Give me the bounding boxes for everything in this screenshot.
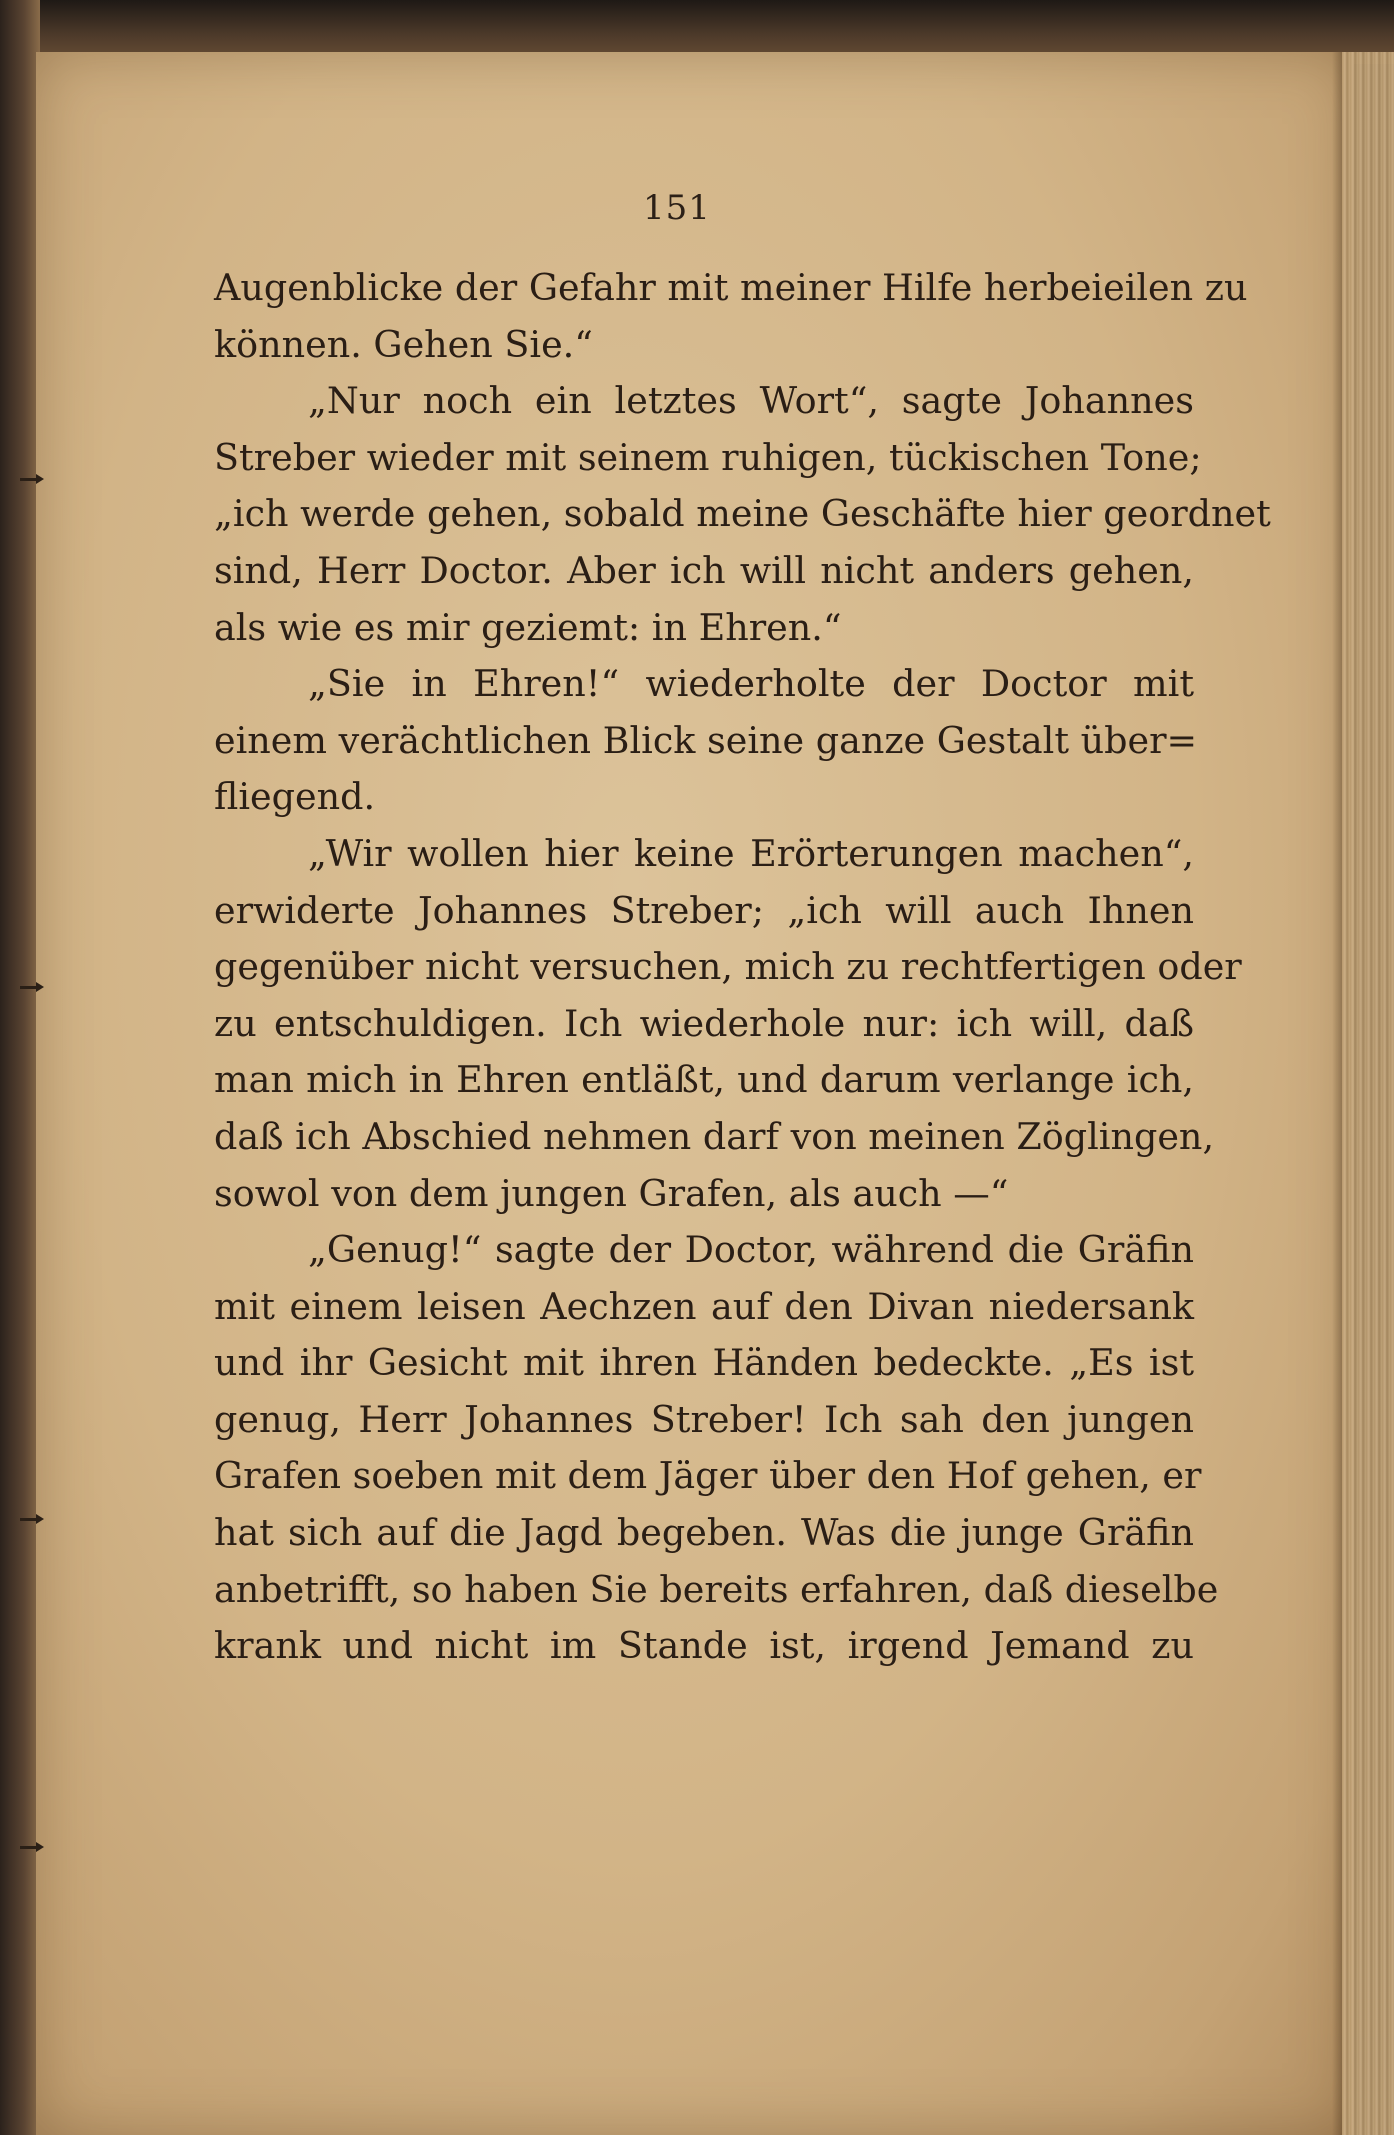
text-line: anbetrifft, so haben Sie bereits erfahren, daß dieselbe [214,1567,1219,1611]
text-line: als wie es mir geziemt: in Ehren.“ [214,605,842,649]
text-line: genug, Herr Johannes Streber! Ich sah den jungen [214,1397,1194,1441]
text-line: Streber wieder mit seinem ruhigen, tückischen Tone; [214,435,1202,479]
text-line: „Nur noch ein letztes Wort“, sagte Johannes [308,379,1194,423]
text-line: Augenblicke der Gefahr mit meiner Hilfe herbeieilen zu [214,266,1248,309]
gutter-marks [14,0,54,2135]
text-line: Grafen soeben mit dem Jäger über den Hof gehen, er [214,1454,1202,1498]
gutter-arrow-icon [20,1846,38,1849]
text-line: „Sie in Ehren!“ wiederholte der Doctor mit [308,662,1194,706]
text-line: „Genug!“ sagte der Doctor, während die Gräfin [308,1228,1194,1272]
text-line: einem verächtlichen Blick seine ganze Gestalt über= [214,718,1198,762]
gutter-arrow-icon [20,1518,38,1521]
gutter-arrow-icon [20,478,38,481]
text-line: daß ich Abschied nehmen darf von meinen Zöglingen, [214,1114,1215,1158]
text-line: mit einem leisen Aechzen auf den Divan niedersank [214,1284,1194,1328]
text-line: sowol von dem jungen Grafen, als auch —“ [214,1171,1009,1215]
body-text [214,260,1271,1675]
text-line: und ihr Gesicht mit ihren Händen bedeckte. „Es ist [214,1341,1194,1385]
text-line: gegenüber nicht versuchen, mich zu rechtfertigen oder [214,945,1242,989]
text-line: hat sich auf die Jagd begeben. Was die junge Gräfin [214,1511,1194,1555]
text-line: können. Gehen Sie.“ [214,322,593,366]
text-line: sind, Herr Doctor. Aber ich will nicht anders gehen, [214,548,1194,592]
text-line: „ich werde gehen, sobald meine Geschäfte hier geordnet [214,492,1271,536]
text-line: zu entschuldigen. Ich wiederhole nur: ich will, daß [214,1001,1194,1045]
text-line: man mich in Ehren entläßt, und darum verlange ich, [214,1058,1194,1102]
text-line: „Wir wollen hier keine Erörterungen machen“, [308,831,1194,875]
text-line: erwiderte Johannes Streber; „ich will auch Ihnen [214,888,1194,932]
page-stack-edge [1342,52,1394,2135]
gutter-arrow-icon [20,986,38,989]
page-number: 151 [643,188,711,228]
text-line: fliegend. [214,775,376,819]
text-line: krank und nicht im Stande ist, irgend Jemand zu [214,1624,1194,1668]
